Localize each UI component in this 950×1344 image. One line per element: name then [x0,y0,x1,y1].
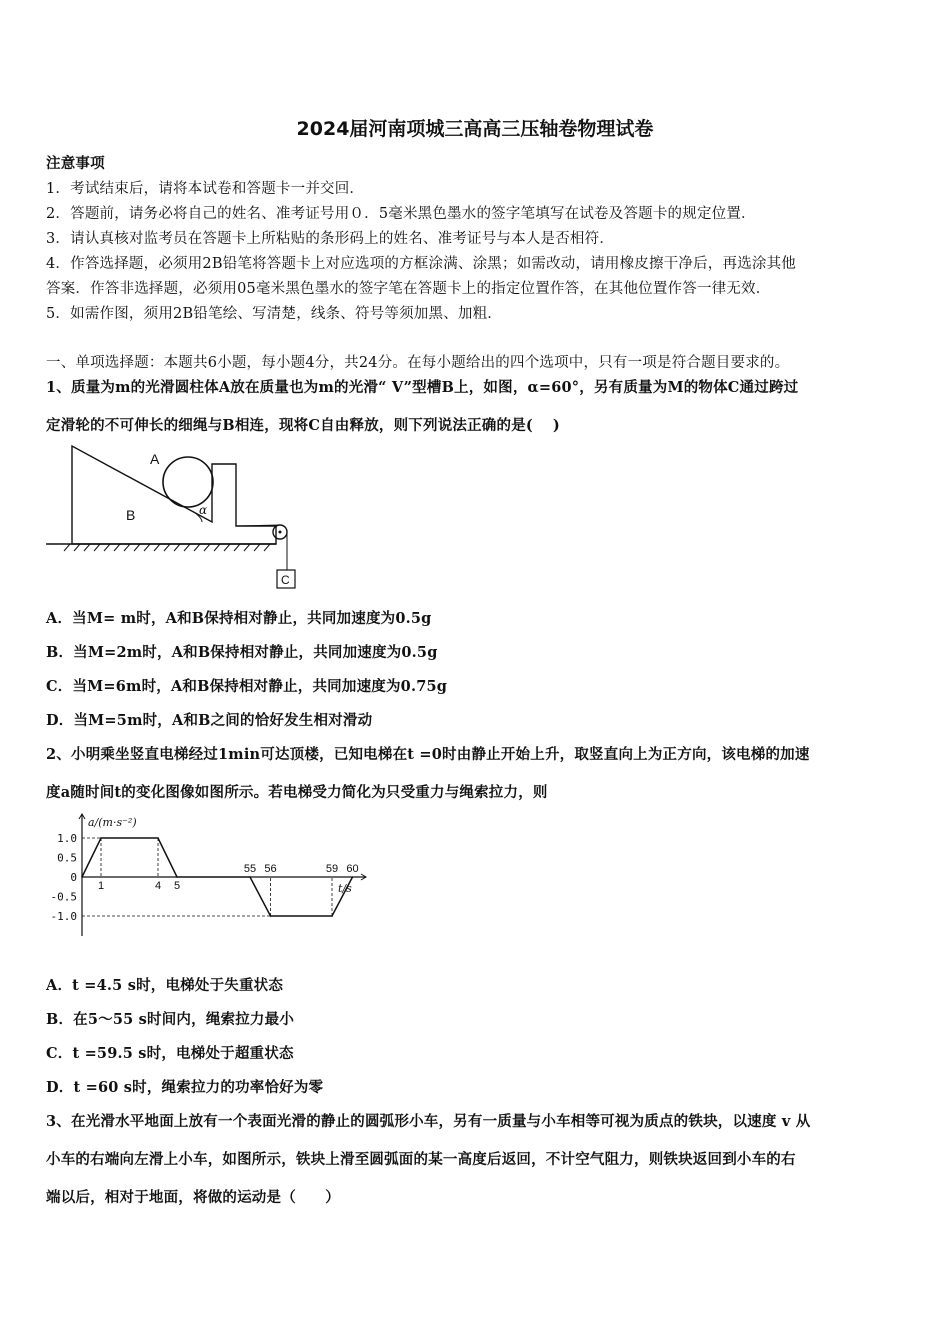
notice-item: 5．如需作图，须用2B铅笔绘、写清楚，线条、符号等须加黑、加粗． [46,306,503,322]
label-alpha: α [199,503,208,517]
page-title: 2024届河南项城三高高三压轴卷物理试卷 [296,118,654,140]
notice-item: 1．考试结束后，请将本试卷和答题卡一并交回． [46,181,365,197]
label-a: A [150,451,160,467]
q3-stem: 端以后，相对于地面，将做的运动是（ ） [46,1189,340,1206]
q2-option-b: B．在5～55 s时间内，绳索拉力最小 [46,1011,295,1028]
q1-option-a: A．当M= m时，A和B保持相对静止，共同加速度为0.5g [46,610,432,627]
x-tick-label: 1 [97,880,105,892]
q2-stem: 2、小明乘坐竖直电梯经过1min可达顶楼，已知电梯在t =0时由静止开始上升，取竖直向上为正方向，该电梯的加速 [46,746,810,763]
label-c: C [281,573,290,587]
q1-option-c: C．当M=6m时，A和B保持相对静止，共同加速度为0.75g [46,678,448,695]
cylinder-a [163,457,213,507]
x-tick-label: 59 [325,863,339,875]
notice-item: 4．作答选择题，必须用2B铅笔将答题卡上对应选项的方框涂满、涂黑；如需改动，请用橡皮擦干净后，再选涂其他 [46,256,797,272]
q1-figure [44,440,304,592]
label-b: B [126,507,136,523]
notice-item: 2．答题前，请务必将自己的姓名、准考证号用０．5毫米黑色墨水的签字笔填写在试卷及答题卡的规定位置． [46,206,756,222]
q1-option-b: B．当M=2m时，A和B保持相对静止，共同加速度为0.5g [46,644,438,661]
x-tick-label: 60 [346,863,359,875]
q1-stem: 1、质量为m的光滑圆柱体A放在质量也为m的光滑“ V”型槽B上，如图，α=60°，另有质量为M的物体C通过跨过 [46,379,799,396]
q1-option-d: D．当M=5m时，A和B之间的恰好发生相对滑动 [46,712,373,729]
y-tick-label: 0.5 [57,851,77,865]
x-tick-label: 56 [264,863,277,875]
y-tick-label: 0 [70,871,77,884]
notice-item: 3．请认真核对监考员在答题卡上所粘贴的条形码上的姓名、准考证号与本人是否相符． [46,231,615,247]
notice-heading: 注意事项 [46,155,105,172]
q1-stem: 定滑轮的不可伸长的细绳与B相连，现将C自由释放，则下列说法正确的是( ) [46,417,560,434]
q2-chart [44,810,374,940]
y-axis-label: a/(m·s⁻²) [88,816,137,829]
x-tick-label: 55 [243,863,257,875]
x-axis-label: t/s [338,882,352,895]
y-tick-label: -1.0 [50,910,77,923]
y-tick-label: -0.5 [50,890,77,904]
q2-option-c: C．t =59.5 s时，电梯处于超重状态 [46,1045,294,1062]
q2-option-a: A．t =4.5 s时，电梯处于失重状态 [46,977,284,994]
q3-stem: 3、在光滑水平地面上放有一个表面光滑的静止的圆弧形小车，另有一质量与小车相等可视为质点的铁块，以速度 v 从 [46,1113,811,1130]
q2-stem: 度a随时间t的变化图像如图所示。若电梯受力简化为只受重力与绳索拉力，则 [46,784,548,801]
x-tick-label: 4 [154,880,162,892]
notice-item: 答案．作答非选择题，必须用05毫米黑色墨水的签字笔在答题卡上的指定位置作答，在其他位置作答一律无效． [46,281,771,297]
q2-option-d: D．t =60 s时，绳索拉力的功率恰好为零 [46,1079,324,1096]
x-tick-label: 5 [173,880,181,892]
y-tick-label: 1.0 [57,832,77,845]
q3-stem: 小车的右端向左滑上小车，如图所示，铁块上滑至圆弧面的某一高度后返回，不计空气阻力，则铁块返回到小车的右 [46,1151,796,1168]
section-heading: 一、单项选择题：本题共6小题，每小题4分，共24分。在每小题给出的四个选项中，只有一项是符合题目要求的。 [46,355,790,371]
